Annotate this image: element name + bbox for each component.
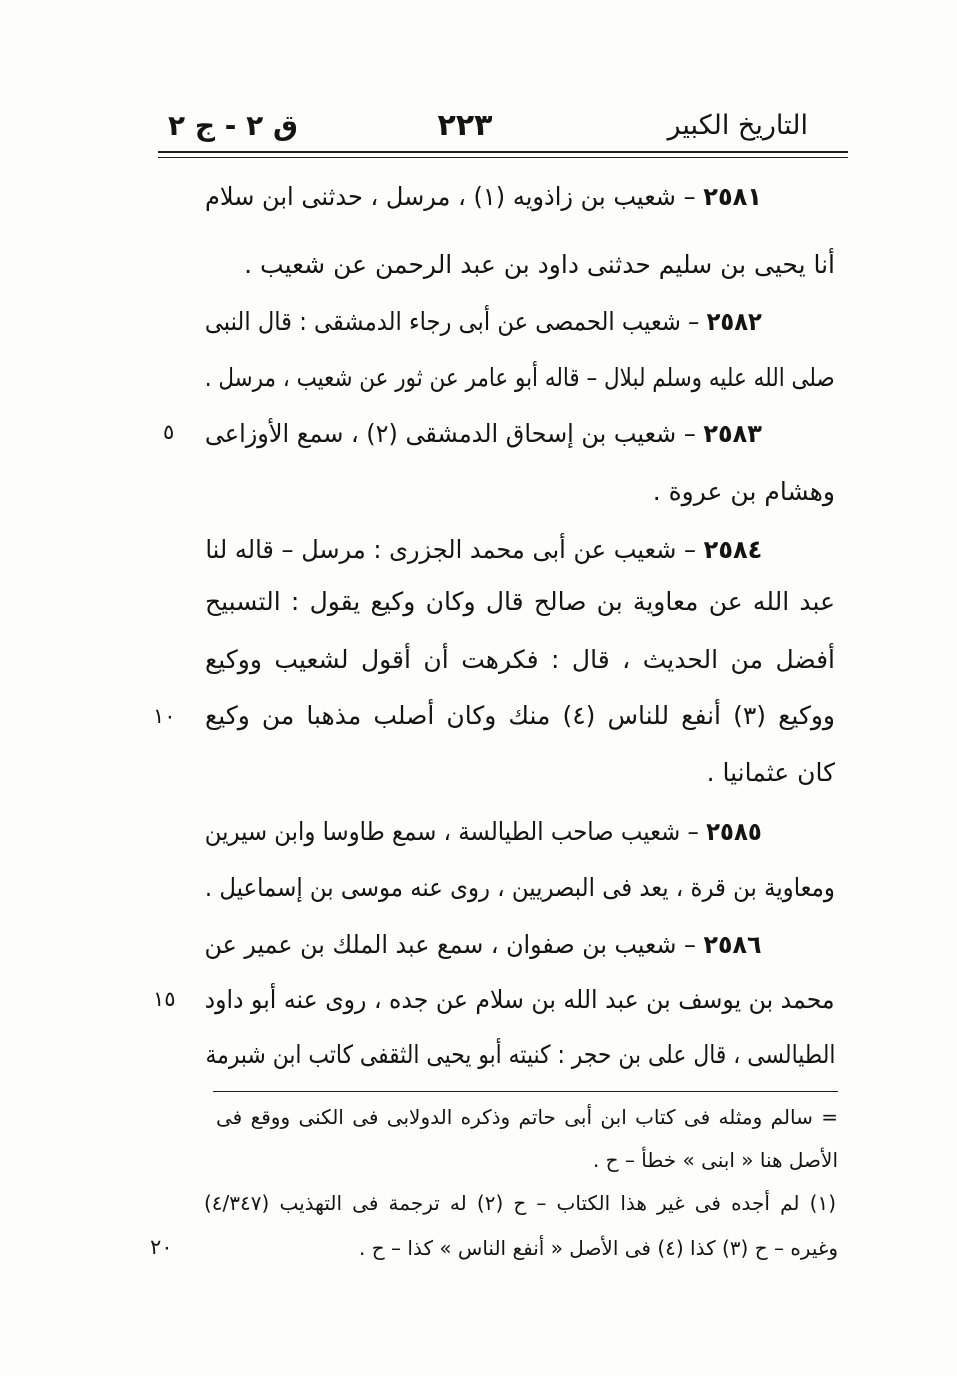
line-content — [707, 753, 835, 793]
line-content — [205, 582, 835, 622]
text-line — [205, 753, 835, 793]
line-content — [205, 812, 762, 852]
footnote-line — [216, 1143, 838, 1177]
line-text: عبد الله عن معاوية بن صالح قال وكان وكيع يقول : التسبيح — [205, 587, 835, 616]
footnote-rule — [213, 1091, 838, 1092]
header-rule — [158, 151, 848, 153]
line-content — [205, 640, 835, 680]
line-marker: ١٠ — [153, 704, 176, 728]
entry-number: ٢٥٨٦ — [703, 930, 762, 959]
line-text: ووكيع (٣) أنفع للناس (٤) منك وكان أصلب مذهبا من وكيع — [205, 701, 835, 730]
text-line — [205, 358, 835, 398]
text-line — [205, 582, 835, 622]
text-line — [205, 696, 835, 736]
line-text: – شعيب الحمصى عن أبى رجاء الدمشقى : قال النبى — [205, 307, 700, 336]
line-text: كان عثمانيا . — [706, 758, 835, 787]
footnote-content — [593, 1143, 838, 1177]
text-line — [205, 177, 762, 217]
text-line — [205, 1035, 835, 1075]
footnote-content — [216, 1100, 838, 1134]
text-line — [205, 868, 835, 908]
footnote-line — [204, 1186, 836, 1220]
footnote-text: وغيره – ح (٣) كذا (٤) فى الأصل « أنفع الناس » كذا – ح . — [359, 1236, 838, 1260]
line-content — [653, 472, 835, 512]
line-text: صلى الله عليه وسلم لبلال – قاله أبو عامر عن ثور عن شعيب ، مرسل . — [205, 363, 835, 392]
volume-part: ق ٢ - ج ٢ — [168, 109, 299, 142]
line-text: – شعيب بن زاذويه (١) ، مرسل ، حدثنى ابن سلام — [205, 182, 696, 211]
line-text: أنا يحيى بن سليم حدثنى داود بن عبد الرحمن عن شعيب . — [244, 250, 835, 279]
text-line — [205, 302, 762, 342]
line-text: أفضل من الحديث ، قال : فكرهت أن أقول لشعيب ووكيع — [205, 645, 835, 674]
text-line — [205, 414, 762, 454]
text-line — [205, 640, 835, 680]
footnote-line — [216, 1100, 838, 1134]
page-number: ٢٢٣ — [437, 108, 493, 143]
header-rule-thin — [158, 157, 848, 158]
line-content — [205, 868, 835, 908]
text-line — [205, 530, 762, 570]
line-marker: ٥ — [163, 420, 175, 444]
entry-number: ٢٥٨١ — [703, 182, 762, 211]
line-content — [205, 177, 762, 217]
footnote-text: = سالم ومثله فى كتاب ابن أبى حاتم وذكره الدولابى فى الكنى ووقع فى — [216, 1105, 838, 1129]
line-content — [205, 358, 835, 398]
footnote-content — [204, 1186, 836, 1220]
text-line — [205, 245, 835, 285]
text-line — [205, 472, 835, 512]
line-content — [205, 302, 762, 342]
line-text: – شعيب بن إسحاق الدمشقى (٢) ، سمع الأوزاعى — [205, 419, 696, 448]
book-title: التاريخ الكبير — [667, 110, 808, 141]
line-marker: ١٥ — [153, 987, 176, 1011]
footnote-text: الأصل هنا « ابنى » خطأ – ح . — [592, 1148, 838, 1172]
line-content — [244, 245, 835, 285]
line-text: – شعيب صاحب الطيالسة ، سمع طاوسا وابن سيرين — [205, 817, 700, 846]
line-text: محمد بن يوسف بن عبد الله بن سلام عن جده ، روى عنه أبو داود — [205, 985, 835, 1014]
line-content — [205, 1035, 835, 1075]
line-text: الطيالسى ، قال على بن حجر : كنيته أبو يحيى الثقفى كاتب ابن شبرمة — [205, 1040, 835, 1069]
line-content — [205, 530, 762, 570]
footnote-line — [216, 1231, 838, 1265]
line-content — [205, 414, 762, 454]
line-content — [205, 925, 762, 965]
entry-number: ٢٥٨٣ — [703, 419, 762, 448]
line-text: – شعيب عن أبى محمد الجزرى : مرسل – قاله لنا — [205, 535, 696, 564]
line-text: ومعاوية بن قرة ، يعد فى البصريين ، روى عنه موسى بن إسماعيل . — [205, 873, 835, 902]
entry-number: ٢٥٨٢ — [706, 307, 762, 336]
footnote-content — [359, 1231, 838, 1265]
text-line — [205, 812, 762, 852]
entry-number: ٢٥٨٤ — [703, 535, 762, 564]
line-content — [205, 696, 835, 736]
text-line — [205, 980, 835, 1020]
line-text: وهشام بن عروة . — [652, 477, 835, 506]
footnote-text: (١) لم أجده فى غير هذا الكتاب – ح (٢) له ترجمة فى التهذيب (٤/٣٤٧) — [203, 1191, 836, 1215]
entry-number: ٢٥٨٥ — [706, 817, 762, 846]
text-line — [205, 925, 762, 965]
line-text: – شعيب بن صفوان ، سمع عبد الملك بن عمير عن — [205, 930, 697, 959]
line-content — [205, 980, 835, 1020]
line-marker: ٢٠ — [150, 1235, 173, 1259]
